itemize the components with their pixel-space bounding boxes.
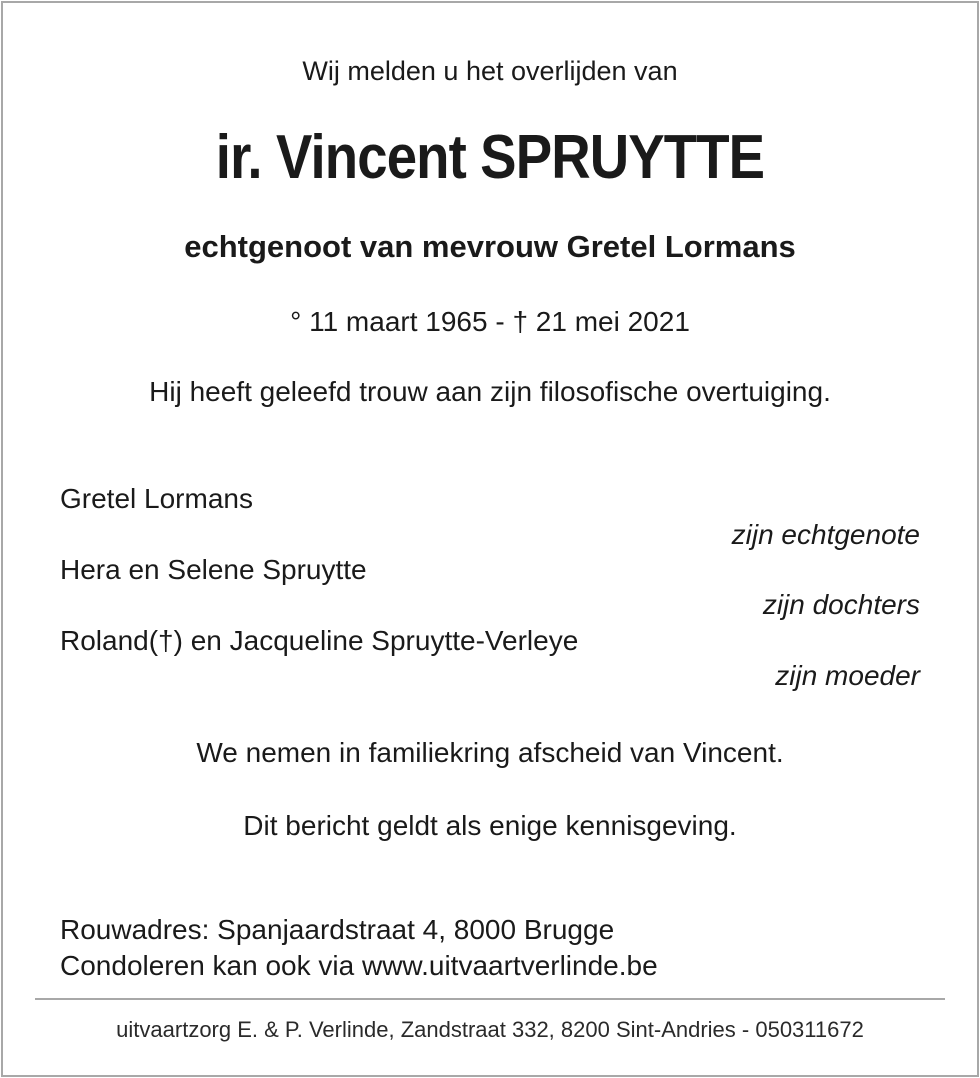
spouse-line: echtgenoot van mevrouw Gretel Lormans	[184, 229, 796, 264]
family-member-relation: zijn dochters	[762, 589, 920, 620]
mourning-address: Rouwadres: Spanjaardstraat 4, 8000 Brugge	[60, 914, 615, 945]
family-member-relation: zijn echtgenote	[731, 519, 920, 550]
intro-text: Wij melden u het overlijden van	[302, 56, 678, 86]
life-dates: ° 11 maart 1965 - † 21 mei 2021	[290, 306, 690, 337]
funeral-home-footer: uitvaartzorg E. & P. Verlinde, Zandstraat 332, 8200 Sint-Andries - 050311672	[116, 1017, 864, 1042]
footer-divider	[35, 998, 945, 1000]
condolence-info: Condoleren kan ook via www.uitvaartverlinde.be	[60, 950, 658, 981]
family-member-name: Gretel Lormans	[60, 483, 253, 514]
deceased-name: ir. Vincent SPRUYTTE	[215, 123, 765, 192]
notice-text: Dit bericht geldt als enige kennisgeving.	[243, 810, 737, 841]
family-member-relation: zijn moeder	[775, 660, 920, 691]
farewell-text: We nemen in familiekring afscheid van Vincent.	[196, 737, 784, 768]
family-member-name: Roland(†) en Jacqueline Spruytte-Verleye	[60, 625, 579, 656]
family-member-name: Hera en Selene Spruytte	[60, 554, 367, 585]
belief-text: Hij heeft geleefd trouw aan zijn filosofische overtuiging.	[149, 376, 831, 407]
